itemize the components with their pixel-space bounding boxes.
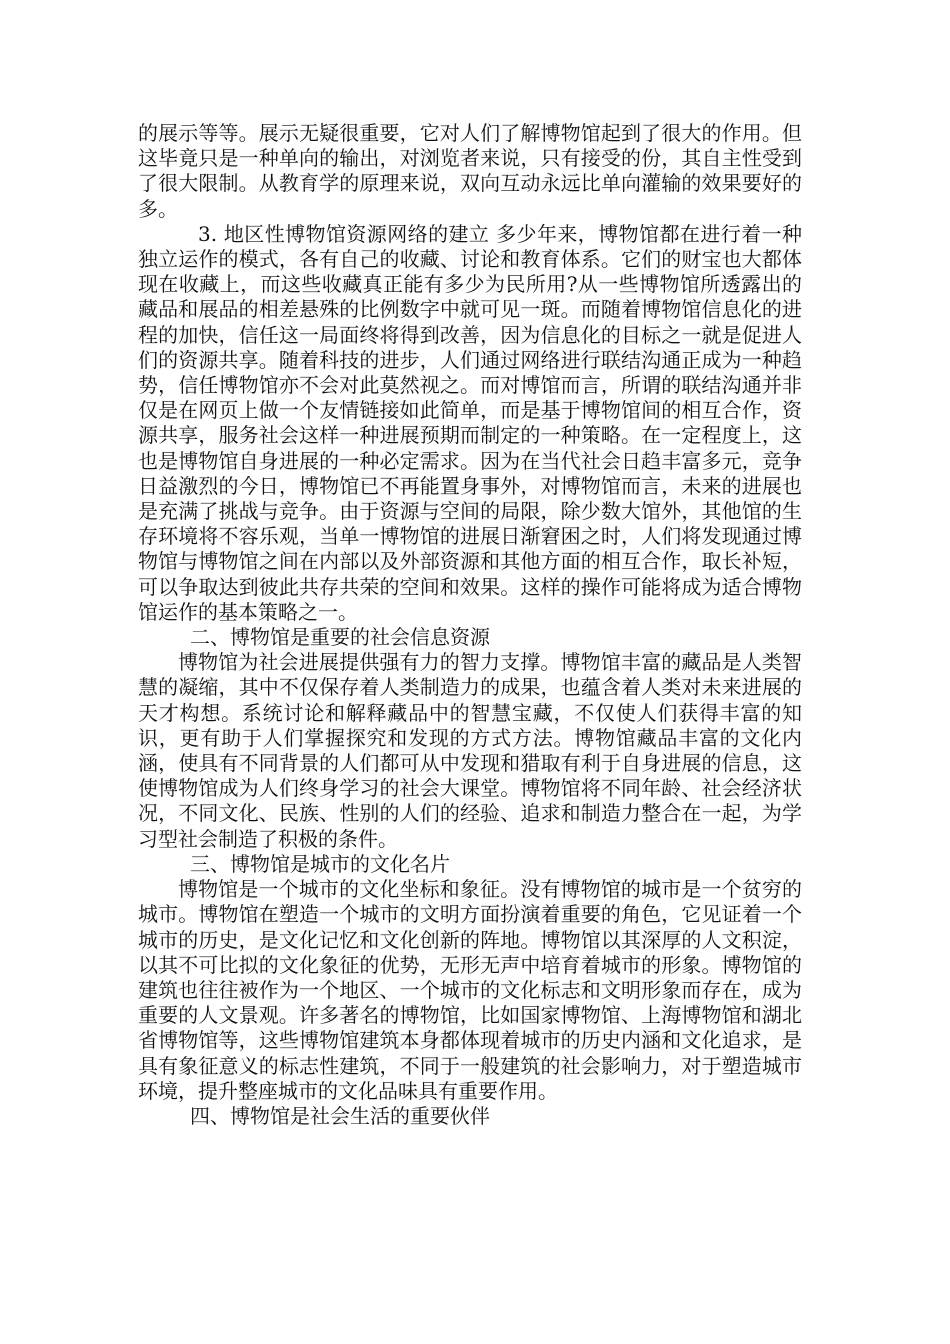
section-heading-3: 三、博物馆是城市的文化名片 (190, 851, 450, 876)
paragraph-continuation: 的展示等等。展示无疑很重要，它对人们了解博物馆起到了很大的作用。但这毕竟只是一种单向的输出，对浏览者来说，只有接受的份，其自主性受到了很大限制。从教育学的原理来说，双向互动永远比单向灌输的效果要好的多。 (138, 121, 802, 221)
paragraph-information-resource: 博物馆为社会进展提供强有力的智力支撑。博物馆丰富的藏品是人类智慧的凝缩，其中不仅保存着人类制造力的成果，也蕴含着人类对未来进展的天才构想。系统讨论和解释藏品中的智慧宝藏，不仅使人们获得丰富的知识，更有助于人们掌握探究和发现的方式方法。博物馆藏品丰富的文化内涵，使具有不同背景的人们都可从中发现和猎取有利于自身进展的信息，这使博物馆成为人们终身学习的社会大课堂。博物馆将不同年龄、社会经济状况，不同文化、民族、性别的人们的经验、追求和制造力整合在一起，为学习型社会制造了积极的条件。 (138, 650, 802, 851)
paragraph-regional-network: 3. 地区性博物馆资源网络的建立 多少年来，博物馆都在进行着一种独立运作的模式，各有自己的收藏、讨论和教育体系。它们的财宝也大都体现在收藏上，而这些收藏真正能有多少为民所用?从一些博物馆所透露出的藏品和展品的相差悬殊的比例数字中就可见一斑。而随着博物馆信息化的进程的加快，信任这一局面终将得到改善，因为信息化的目标之一就是促进人们的资源共享。随着科技的进步，人们通过网络进行联结沟通正成为一种趋势，信任博物馆亦不会对此莫然视之。而对博馆而言，所谓的联结沟通并非仅是在网页上做一个友情链接如此简单，而是基于博物馆间的相互合作，资源共享，服务社会这样一种进展预期而制定的一种策略。在一定程度上，这也是博物馆自身进展的一种必定需求。因为在当代社会日趋丰富多元，竞争日益激烈的今日，博物馆已不再能置身事外，对博物馆而言，未来的进展也是充满了挑战与竞争。由于资源与空间的局限，除少数大馆外，其他馆的生存环境将不容乐观，当单一博物馆的进展日渐窘困之时，人们将发现通过博物馆与博物馆之间在内部以及外部资源和其他方面的相互合作，取长补短，可以争取达到彼此共存共荣的空间和效果。这样的操作可能将成为适合博物馆运作的基本策略之一。 (138, 221, 802, 624)
section-heading-2: 二、博物馆是重要的社会信息资源 (190, 625, 490, 650)
section-heading-4: 四、博物馆是社会生活的重要伙伴 (190, 1103, 490, 1128)
document-body (138, 121, 802, 1129)
paragraph-city-card: 博物馆是一个城市的文化坐标和象征。没有博物馆的城市是一个贫穷的城市。博物馆在塑造一个城市的文明方面扮演着重要的角色，它见证着一个城市的历史，是文化记忆和文化创新的阵地。博物馆以其深厚的人文积淀，以其不可比拟的文化象征的优势，无形无声中培育着城市的形象。博物馆的建筑也往往被作为一个地区、一个城市的文化标志和文明形象而存在，成为重要的人文景观。许多著名的博物馆，比如国家博物馆、上海博物馆和湖北省博物馆等，这些博物馆建筑本身都体现着城市的历史内涵和文化追求，是具有象征意义的标志性建筑，不同于一般建筑的社会影响力，对于塑造城市环境，提升整座城市的文化品味具有重要作用。 (138, 877, 802, 1103)
